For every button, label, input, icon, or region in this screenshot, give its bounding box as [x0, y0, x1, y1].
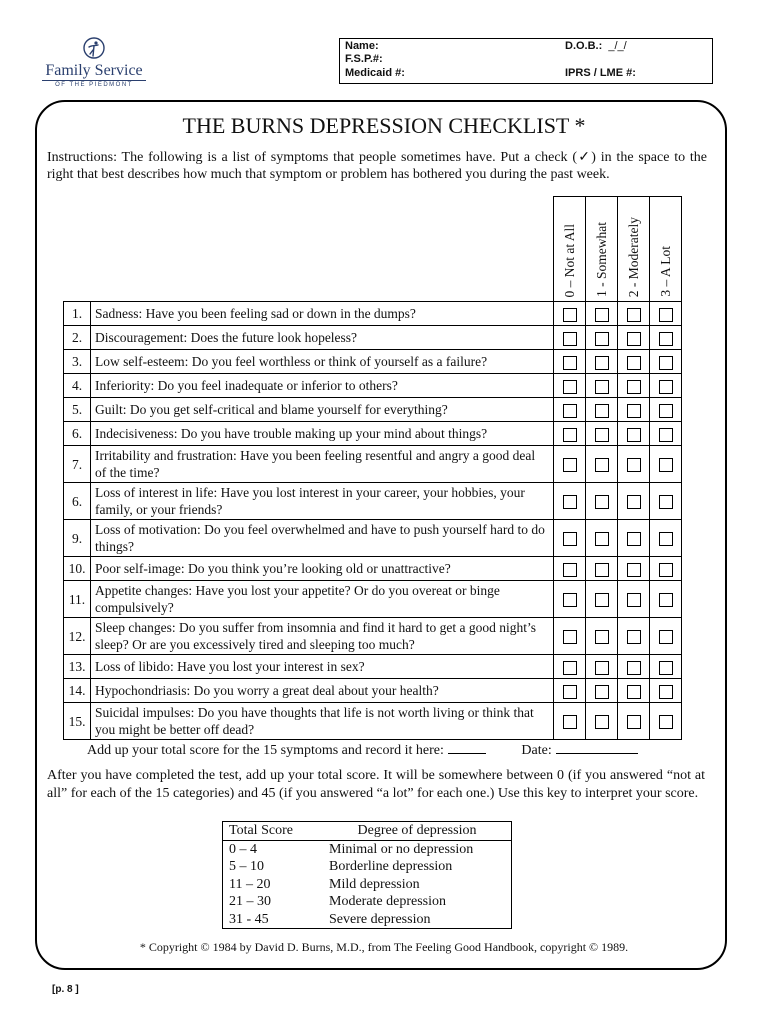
- medicaid-field[interactable]: Medicaid #:: [345, 67, 405, 79]
- rating-checkbox[interactable]: [627, 428, 641, 442]
- date-label: Date:: [521, 743, 552, 758]
- score-key-header-cell: Degree of depression: [323, 822, 512, 841]
- rating-cell: [650, 446, 682, 483]
- rating-cell: [554, 326, 586, 350]
- symptom-row: [64, 326, 682, 350]
- rating-cell: [618, 302, 650, 326]
- rating-checkbox[interactable]: [627, 380, 641, 394]
- rating-checkbox[interactable]: [659, 495, 673, 509]
- rating-cell: [586, 422, 618, 446]
- rating-checkbox[interactable]: [627, 356, 641, 370]
- rating-checkbox[interactable]: [563, 563, 577, 577]
- rating-checkbox[interactable]: [659, 458, 673, 472]
- rating-cell: [650, 326, 682, 350]
- rating-checkbox[interactable]: [595, 715, 609, 729]
- rating-checkbox[interactable]: [563, 458, 577, 472]
- column-label: 2 - Moderately: [625, 216, 641, 297]
- rating-checkbox[interactable]: [659, 356, 673, 370]
- header-spacer: [91, 197, 554, 302]
- name-field[interactable]: Name:: [345, 40, 379, 52]
- score-key-row: [223, 876, 512, 894]
- rating-cell: [586, 679, 618, 703]
- symptom-number: 9.: [64, 520, 91, 557]
- symptom-number: 13.: [64, 655, 91, 679]
- rating-cell: [554, 398, 586, 422]
- rating-checkbox[interactable]: [563, 356, 577, 370]
- rating-cell: [554, 581, 586, 618]
- rating-checkbox[interactable]: [563, 532, 577, 546]
- rating-checkbox[interactable]: [659, 380, 673, 394]
- rating-cell: [586, 326, 618, 350]
- symptom-number: 2.: [64, 326, 91, 350]
- rating-cell: [650, 520, 682, 557]
- symptom-text: Sleep changes: Do you suffer from insomnia and find it hard to get a good night’s sleep? Or are you excessively tired and sleeping too much?: [91, 618, 554, 655]
- rating-cell: [586, 581, 618, 618]
- symptom-row: [64, 520, 682, 557]
- rating-checkbox[interactable]: [595, 356, 609, 370]
- rating-checkbox[interactable]: [627, 458, 641, 472]
- rating-checkbox[interactable]: [563, 332, 577, 346]
- rating-cell: [618, 557, 650, 581]
- symptom-text: Hypochondriasis: Do you worry a great deal about your health?: [91, 679, 554, 703]
- symptom-number: 15.: [64, 703, 91, 740]
- symptom-row: [64, 302, 682, 326]
- rating-cell: [554, 302, 586, 326]
- symptom-row: [64, 557, 682, 581]
- column-header: [554, 197, 586, 302]
- symptom-number: 4.: [64, 374, 91, 398]
- page-number: [p. 8 ]: [52, 984, 79, 995]
- rating-checkbox[interactable]: [563, 715, 577, 729]
- rating-checkbox[interactable]: [563, 380, 577, 394]
- rating-cell: [554, 350, 586, 374]
- rating-cell: [650, 581, 682, 618]
- rating-checkbox[interactable]: [563, 593, 577, 607]
- rating-cell: [650, 557, 682, 581]
- symptom-row: [64, 483, 682, 520]
- score-key-row: [223, 840, 512, 858]
- column-header: [650, 197, 682, 302]
- depression-degree: Moderate depression: [329, 894, 447, 909]
- rating-checkbox[interactable]: [563, 661, 577, 675]
- symptom-text: Suicidal impulses: Do you have thoughts that life is not worth living or think that you might be better off dead?: [91, 703, 554, 740]
- rating-cell: [586, 398, 618, 422]
- symptom-text: Irritability and frustration: Have you been feeling resentful and angry a good deal of the time?: [91, 446, 554, 483]
- rating-cell: [618, 326, 650, 350]
- symptom-text: Poor self-image: Do you think you’re looking old or unattractive?: [91, 557, 554, 581]
- symptom-number: 5.: [64, 398, 91, 422]
- rating-cell: [554, 703, 586, 740]
- rating-checkbox[interactable]: [659, 428, 673, 442]
- dob-blank: _/_/: [608, 40, 627, 52]
- rating-checkbox[interactable]: [595, 332, 609, 346]
- column-header: [618, 197, 650, 302]
- depression-degree: Mild depression: [329, 876, 420, 892]
- rating-checkbox[interactable]: [563, 404, 577, 418]
- rating-cell: [650, 655, 682, 679]
- rating-checkbox[interactable]: [659, 308, 673, 322]
- symptom-row: [64, 679, 682, 703]
- rating-checkbox[interactable]: [627, 630, 641, 644]
- rating-checkbox[interactable]: [595, 661, 609, 675]
- symptom-row: [64, 374, 682, 398]
- rating-cell: [554, 557, 586, 581]
- score-key-header: [223, 822, 512, 841]
- symptom-row: [64, 703, 682, 740]
- fsp-field[interactable]: F.S.P.#:: [345, 53, 383, 65]
- iprs-field[interactable]: IPRS / LME #:: [565, 67, 636, 79]
- symptom-text: Loss of interest in life: Have you lost interest in your career, your hobbies, your family, or your friends?: [91, 483, 554, 520]
- rating-checkbox[interactable]: [659, 332, 673, 346]
- rating-checkbox[interactable]: [627, 404, 641, 418]
- rating-checkbox[interactable]: [563, 630, 577, 644]
- rating-cell: [586, 374, 618, 398]
- column-header-row: [64, 197, 682, 302]
- symptom-text: Loss of motivation: Do you feel overwhelmed and have to push yourself hard to do things?: [91, 520, 554, 557]
- score-range: 0 – 4: [229, 841, 257, 857]
- score-key-row: [223, 893, 512, 911]
- dob-label: D.O.B.:: [565, 40, 603, 52]
- rating-cell: [554, 679, 586, 703]
- rating-checkbox[interactable]: [627, 495, 641, 509]
- symptom-row: [64, 581, 682, 618]
- column-header: [586, 197, 618, 302]
- symptom-row: [64, 398, 682, 422]
- column-label: 1 - Somewhat: [593, 222, 609, 297]
- patient-info-box: [339, 38, 713, 84]
- rating-cell: [618, 483, 650, 520]
- rating-checkbox[interactable]: [563, 428, 577, 442]
- rating-cell: [650, 422, 682, 446]
- symptom-row: [64, 655, 682, 679]
- rating-checkbox[interactable]: [627, 332, 641, 346]
- symptom-number: 14.: [64, 679, 91, 703]
- symptom-number: 6.: [64, 422, 91, 446]
- logo-name: Family Service: [45, 62, 143, 79]
- rating-cell: [650, 302, 682, 326]
- rating-cell: [650, 679, 682, 703]
- depression-degree: Severe depression: [329, 911, 431, 927]
- column-label: 0 – Not at All: [561, 223, 577, 297]
- rating-cell: [650, 483, 682, 520]
- rating-checkbox[interactable]: [627, 685, 641, 699]
- score-key-row: [223, 911, 512, 929]
- total-score-line: [87, 741, 638, 759]
- rating-checkbox[interactable]: [659, 593, 673, 607]
- rating-cell: [554, 483, 586, 520]
- rating-cell: [586, 302, 618, 326]
- symptom-row: [64, 446, 682, 483]
- score-key-header-cell: Total Score: [223, 822, 324, 841]
- score-key-table: [222, 821, 512, 929]
- rating-cell: [618, 618, 650, 655]
- depression-degree: Borderline depression: [329, 859, 453, 874]
- copyright-notice: * Copyright © 1984 by David D. Burns, M.D., from The Feeling Good Handbook, copyright © 1989.: [139, 940, 629, 954]
- rating-cell: [650, 618, 682, 655]
- rating-checkbox[interactable]: [595, 532, 609, 546]
- symptom-row: [64, 618, 682, 655]
- rating-cell: [618, 350, 650, 374]
- rating-checkbox[interactable]: [595, 380, 609, 394]
- rating-checkbox[interactable]: [563, 495, 577, 509]
- total-score-prompt: Add up your total score for the 15 symptoms and record it here:: [87, 743, 444, 758]
- instructions: Instructions: The following is a list of symptoms that people sometimes have. Put a check (✓) in the space to the right that best describes how much that symptom or problem has bothered you during the past week.: [47, 150, 707, 182]
- rating-checkbox[interactable]: [563, 685, 577, 699]
- rating-checkbox[interactable]: [627, 532, 641, 546]
- rating-checkbox[interactable]: [627, 661, 641, 675]
- symptom-number: 12.: [64, 618, 91, 655]
- symptom-checklist-table: [63, 196, 682, 740]
- rating-cell: [554, 446, 586, 483]
- symptom-number: 3.: [64, 350, 91, 374]
- symptom-text: Sadness: Have you been feeling sad or down in the dumps?: [91, 302, 554, 326]
- scoring-instructions: After you have completed the test, add up your total score. It will be somewhere between 0 (if you answered “not at all” for each of the 15 categories) and 45 (if you answered “a lot” for each one.) Use this key to interpret your score.: [47, 768, 705, 801]
- rating-cell: [586, 703, 618, 740]
- score-range: 31 - 45: [229, 911, 269, 927]
- rating-cell: [618, 703, 650, 740]
- rating-cell: [618, 398, 650, 422]
- rating-cell: [586, 446, 618, 483]
- rating-checkbox[interactable]: [595, 593, 609, 607]
- rating-checkbox[interactable]: [627, 563, 641, 577]
- rating-cell: [650, 703, 682, 740]
- score-range: 5 – 10: [229, 859, 264, 874]
- symptom-number: 1.: [64, 302, 91, 326]
- logo-subtitle: OF THE PIEDMONT: [42, 80, 146, 88]
- rating-checkbox[interactable]: [563, 308, 577, 322]
- score-range: 21 – 30: [229, 894, 271, 909]
- rating-cell: [586, 520, 618, 557]
- header-spacer: [64, 197, 91, 302]
- page-title: THE BURNS DEPRESSION CHECKLIST *: [182, 113, 586, 138]
- rating-cell: [618, 679, 650, 703]
- family-service-logo: [38, 36, 150, 92]
- rating-cell: [554, 422, 586, 446]
- rating-cell: [586, 557, 618, 581]
- rating-checkbox[interactable]: [627, 715, 641, 729]
- depression-degree: Minimal or no depression: [329, 841, 474, 857]
- symptom-text: Guilt: Do you get self-critical and blame yourself for everything?: [91, 398, 554, 422]
- rating-cell: [618, 520, 650, 557]
- symptom-text: Appetite changes: Have you lost your appetite? Or do you overeat or binge compulsively?: [91, 581, 554, 618]
- symptom-row: [64, 350, 682, 374]
- rating-cell: [586, 350, 618, 374]
- symptom-number: 6.: [64, 483, 91, 520]
- rating-checkbox[interactable]: [595, 458, 609, 472]
- date-blank[interactable]: [556, 741, 638, 754]
- rating-cell: [586, 483, 618, 520]
- symptom-number: 10.: [64, 557, 91, 581]
- rating-cell: [650, 350, 682, 374]
- rating-cell: [618, 374, 650, 398]
- rating-checkbox[interactable]: [595, 685, 609, 699]
- rating-checkbox[interactable]: [659, 563, 673, 577]
- symptom-text: Discouragement: Does the future look hopeless?: [91, 326, 554, 350]
- symptom-text: Low self-esteem: Do you feel worthless or think of yourself as a failure?: [91, 350, 554, 374]
- rating-cell: [618, 446, 650, 483]
- rating-cell: [554, 520, 586, 557]
- symptom-number: 7.: [64, 446, 91, 483]
- rating-cell: [650, 398, 682, 422]
- symptom-text: Indecisiveness: Do you have trouble making up your mind about things?: [91, 422, 554, 446]
- dob-field[interactable]: [565, 40, 627, 52]
- score-range: 11 – 20: [229, 876, 271, 892]
- score-key-row: [223, 858, 512, 876]
- rating-checkbox[interactable]: [595, 630, 609, 644]
- symptom-row: [64, 422, 682, 446]
- rating-checkbox[interactable]: [627, 593, 641, 607]
- symptom-text: Inferiority: Do you feel inadequate or inferior to others?: [91, 374, 554, 398]
- rating-checkbox[interactable]: [595, 563, 609, 577]
- total-score-blank[interactable]: [448, 741, 486, 754]
- rating-cell: [618, 422, 650, 446]
- symptom-text: Loss of libido: Have you lost your interest in sex?: [91, 655, 554, 679]
- rating-cell: [650, 374, 682, 398]
- rating-checkbox[interactable]: [659, 404, 673, 418]
- rating-cell: [554, 374, 586, 398]
- rating-checkbox[interactable]: [595, 428, 609, 442]
- rating-checkbox[interactable]: [659, 715, 673, 729]
- rating-checkbox[interactable]: [595, 404, 609, 418]
- rating-checkbox[interactable]: [659, 532, 673, 546]
- column-label: 3 – A Lot: [657, 246, 673, 297]
- rating-cell: [618, 655, 650, 679]
- rating-checkbox[interactable]: [659, 685, 673, 699]
- rating-cell: [554, 618, 586, 655]
- rating-checkbox[interactable]: [627, 308, 641, 322]
- family-service-figure-icon: [82, 36, 106, 60]
- rating-checkbox[interactable]: [595, 495, 609, 509]
- rating-cell: [554, 655, 586, 679]
- rating-cell: [586, 618, 618, 655]
- symptom-number: 11.: [64, 581, 91, 618]
- rating-cell: [586, 655, 618, 679]
- rating-checkbox[interactable]: [659, 630, 673, 644]
- rating-cell: [618, 581, 650, 618]
- rating-checkbox[interactable]: [595, 308, 609, 322]
- rating-checkbox[interactable]: [659, 661, 673, 675]
